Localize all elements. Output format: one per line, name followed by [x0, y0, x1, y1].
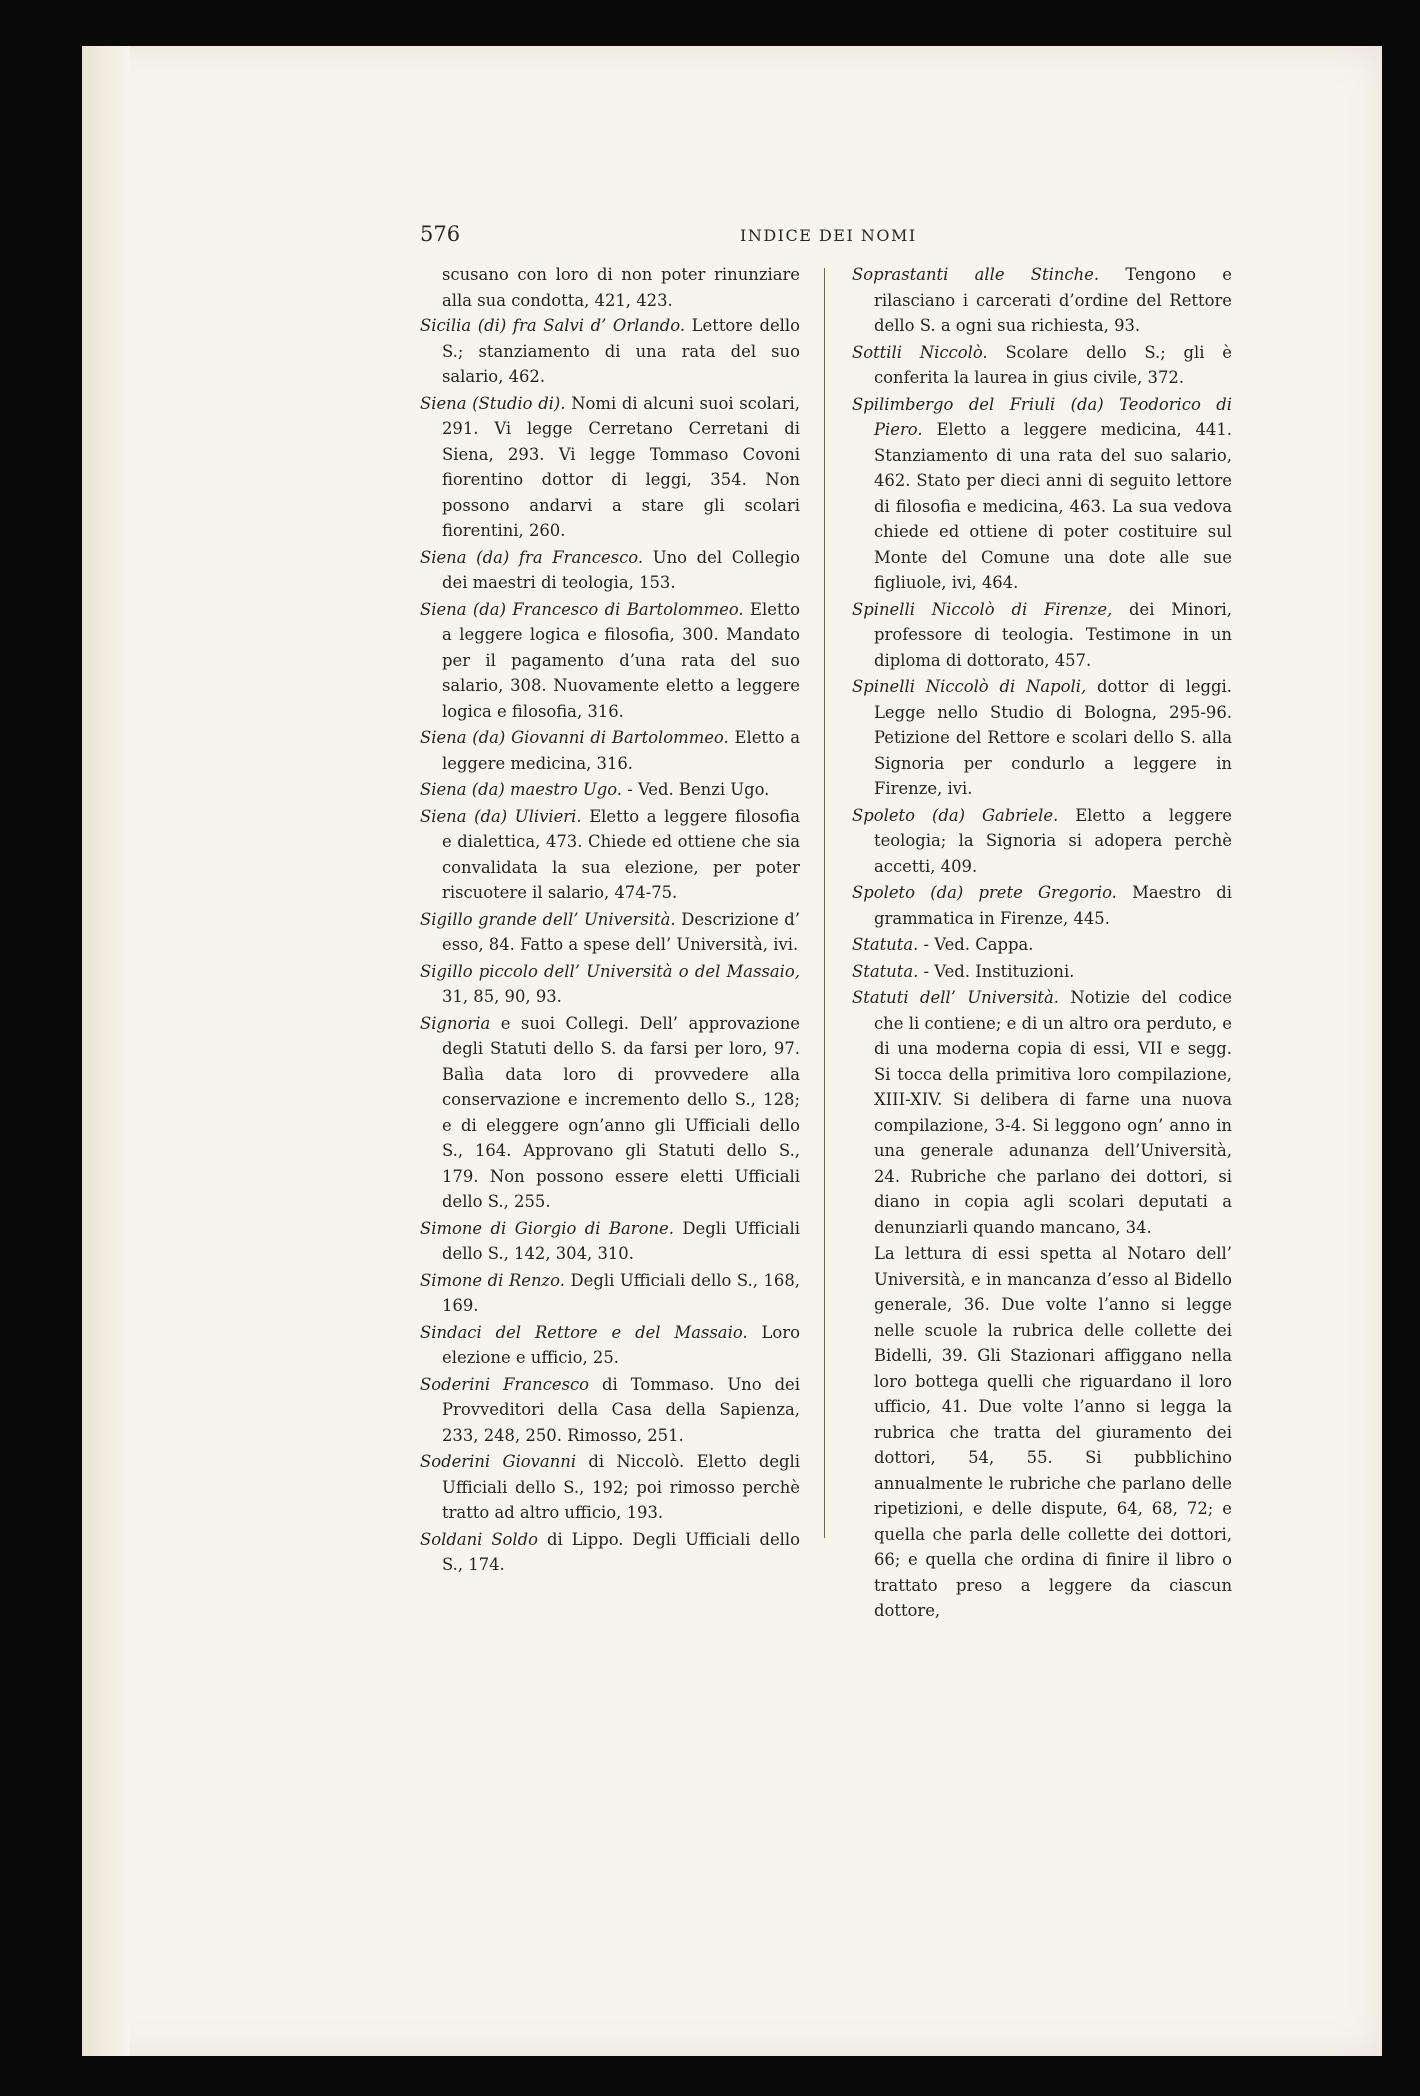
entry-text: Degli Ufficiali dello S., 168, 169. — [442, 1270, 800, 1315]
index-entry — [852, 880, 1232, 931]
index-entry — [420, 1527, 800, 1578]
index-entry — [420, 725, 800, 776]
index-entry — [420, 777, 800, 803]
entry-headword: Siena (da) Ulivieri. — [420, 806, 582, 826]
index-entry — [852, 1241, 1232, 1624]
index-entry — [420, 1372, 800, 1449]
entry-text: scusano con loro di non poter rinunziare alla sua condotta, 421, 423. — [442, 265, 800, 310]
entry-text: Uno del Collegio dei maestri di teologia, 153. — [442, 547, 800, 592]
running-head — [420, 222, 1240, 252]
entry-headword: Soldani Soldo — [420, 1529, 539, 1549]
page-number: 576 — [420, 222, 461, 246]
index-entry — [420, 1268, 800, 1319]
index-entry — [420, 313, 800, 390]
index-entry — [420, 907, 800, 958]
entry-text: - Ved. Cappa. — [923, 935, 1034, 954]
entry-headword: Sindaci del Rettore e del Massaio. — [420, 1322, 748, 1342]
entry-text: Eletto a leggere medicina, 441. Stanziamento di una rata del suo salario, 462. Stato per dieci anni di seguito lettore di filosofia e medicina, 463. La sua vedova chiede ed ottiene di poter costituire sul Monte del Comune una dote alle sue figliuole, ivi, 464. — [874, 420, 1233, 592]
entry-headword: Simone di Renzo. — [420, 1270, 565, 1290]
entry-text: Loro elezione e ufficio, 25. — [442, 1322, 800, 1367]
entry-headword: Soderini Giovanni — [420, 1452, 577, 1471]
index-entry — [420, 1011, 800, 1215]
page-gutter — [82, 46, 130, 2056]
entry-text: Lettore dello S.; stanziamento di una rata del suo salario, 462. — [442, 316, 801, 386]
entry-text: Eletto a leggere logica e filosofia, 300. Mandato per il pagamento d’una rata del suo salario, 308. Nuovamente eletto a leggere logica e filosofia, 316. — [442, 599, 800, 721]
entry-headword: Sicilia (di) fra Salvi d’ Orlando. — [420, 316, 686, 335]
index-entry — [420, 597, 800, 725]
header-title: INDICE DEI NOMI — [740, 226, 917, 245]
entry-text: Nomi di alcuni suoi scolari, 291. Vi legge Cerretano Cerretani di Siena, 293. Vi legge Tommaso Covoni fiorentino dottor di leggi, 354. Non possono andarvi a stare gli scolari fiorentini, 260. — [442, 393, 800, 540]
index-entry — [420, 959, 800, 1010]
entry-text: dottor di leggi. Legge nello Studio di Bologna, 295-96. Petizione del Rettore e scolari dello S. alla Signoria per condurlo a leggere in Firenze, ivi. — [874, 677, 1232, 798]
entry-text: La lettura di essi spetta al Notaro dell’ Università, e in mancanza d’esso al Bidello generale, 36. Due volte l’anno si legge nelle scuole la rubrica delle collette dei Bidelli, 39. Gli Stazionari affiggano nella loro bottega quelli che riguardano il loro ufficio, 41. Due volte l’anno si legga la rubrica che tratta del giuramento dei dottori, 54, 55. Si pubblichino annualmente le rubriche che parlano delle ripetizioni, e delle dispute, 64, 68, 72; e quella che parla delle collette dei dottori, 66; e quella che ordina di finire il libro o trattato preso a leggere da ciascun dottore, — [874, 1244, 1232, 1620]
entry-text: Eletto a leggere filosofia e dialettica, 473. Chiede ed ottiene che sia convalidata la sua elezione, per poter riscuotere il salario, 474-75. — [442, 806, 800, 902]
index-entry — [420, 262, 800, 313]
right-column — [852, 262, 1232, 1624]
index-entry — [852, 340, 1232, 391]
entry-headword: Sigillo grande dell’ Università. — [420, 909, 676, 929]
entry-headword: Sottili Niccolò. — [852, 342, 988, 362]
entry-text: Eletto a leggere teologia; la Signoria si adopera perchè accetti, 409. — [874, 805, 1232, 876]
entry-text: Eletto a leggere medicina, 316. — [442, 728, 800, 773]
index-entry — [420, 1449, 800, 1526]
entry-text: Maestro di grammatica in Firenze, 445. — [874, 883, 1232, 928]
index-entry — [852, 959, 1232, 985]
index-entry — [852, 803, 1232, 880]
entry-text: - Ved. Benzi Ugo. — [627, 780, 770, 799]
entry-text: dei Minori, professore di teologia. Testimone in un diploma di dottorato, 457. — [874, 599, 1232, 670]
entry-headword: Spilimbergo del Friuli (da) Teodorico di Piero. — [852, 394, 1232, 439]
entry-text: Notizie del codice che li contiene; e di un altro ora perduto, e di una moderna copia di essi, VII e segg. Si tocca della primitiva loro compilazione, XIII-XIV. Si delibera di farne una nuova compilazione, 3-4. Si leggono ogn’ anno in una generale adunanza dell’Università, 24. Rubriche che parlano dei dottori, si diano in copia agli scolari deputati a denunziarli quando mancano, 34. — [874, 988, 1232, 1237]
entry-text: Degli Ufficiali dello S., 142, 304, 310. — [442, 1218, 800, 1263]
entry-headword: Statuta. — [852, 935, 919, 954]
index-entry — [420, 391, 800, 544]
entry-headword: Spoleto (da) Gabriele. — [852, 805, 1059, 825]
index-entry — [852, 985, 1232, 1240]
index-entry — [852, 392, 1232, 596]
entry-headword: Siena (da) Giovanni di Bartolommeo. — [420, 728, 729, 747]
entry-headword: Soderini Francesco — [420, 1374, 590, 1394]
entry-headword: Spoleto (da) prete Gregorio. — [852, 883, 1117, 902]
index-entry — [852, 597, 1232, 674]
entry-headword: Siena (Studio di). — [420, 393, 566, 413]
entry-headword: Siena (da) maestro Ugo. — [420, 780, 622, 799]
entry-headword: Statuti dell’ Università. — [852, 988, 1059, 1007]
entry-text: Scolare dello S.; gli è conferita la laurea in gius civile, 372. — [874, 342, 1233, 387]
entry-headword: Signoria — [420, 1013, 491, 1033]
left-column — [420, 262, 800, 1579]
entry-headword: Simone di Giorgio di Barone. — [420, 1218, 674, 1238]
index-entry — [420, 545, 800, 596]
index-entry — [420, 1320, 800, 1371]
entry-text: 31, 85, 90, 93. — [442, 987, 562, 1006]
entry-text: di Niccolò. Eletto degli Ufficiali dello S., 192; poi rimosso perchè tratto ad altro ufficio, 193. — [442, 1452, 800, 1522]
entry-headword: Siena (da) fra Francesco. — [420, 547, 644, 567]
index-entry — [420, 1216, 800, 1267]
index-entry — [852, 262, 1232, 339]
index-entry — [852, 932, 1232, 958]
entry-text: di Tommaso. Uno dei Provveditori della Casa della Sapienza, 233, 248, 250. Rimosso, 251. — [442, 1374, 800, 1445]
entry-headword: Sigillo piccolo dell’ Università o del Massaio, — [420, 961, 800, 981]
column-divider — [824, 268, 825, 1538]
entry-headword: Spinelli Niccolò di Napoli, — [852, 677, 1087, 696]
entry-headword: Siena (da) Francesco di Bartolommeo. — [420, 599, 744, 619]
entry-text: - Ved. Instituzioni. — [923, 961, 1075, 981]
entry-text: e suoi Collegi. Dell’ approvazione degli Statuti dello S. da farsi per loro, 97. Balìa data loro di provvedere alla conservazione e incremento dello S., 128; e di eleggere ogn’anno gli Ufficiali dello S., 164. Approvano gli Statuti dello S., 179. Non possono essere eletti Ufficiali dello S., 255. — [442, 1013, 800, 1211]
index-entry — [420, 804, 800, 906]
entry-text: di Lippo. Degli Ufficiali dello S., 174. — [442, 1529, 801, 1574]
entry-headword: Statuta. — [852, 961, 919, 981]
entry-text: Tengono e rilasciano i carcerati d’ordine del Rettore dello S. a ogni sua richiesta, 93. — [874, 265, 1232, 335]
index-entry — [852, 674, 1232, 802]
entry-text: Descrizione d’ esso, 84. Fatto a spese dell’ Università, ivi. — [442, 909, 800, 954]
entry-headword: Spinelli Niccolò di Firenze, — [852, 599, 1113, 619]
entry-headword: Soprastanti alle Stinche. — [852, 265, 1100, 284]
